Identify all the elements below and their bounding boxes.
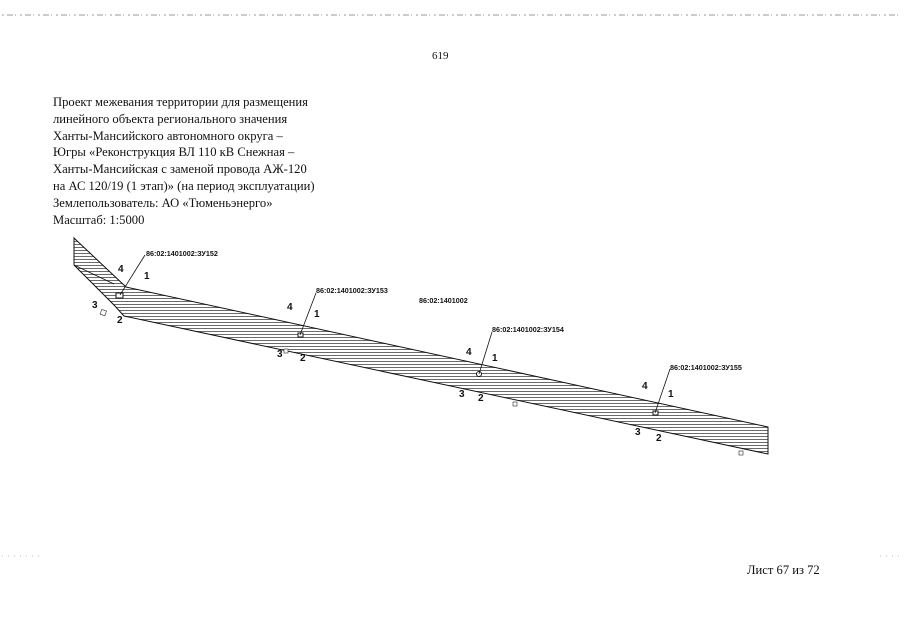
page-number: 619 [432, 50, 449, 62]
description-line: Югры «Реконструкция ВЛ 110 кВ Снежная – [53, 145, 295, 160]
corridor-strip [74, 238, 768, 454]
point-label: 1 [314, 309, 320, 320]
description-line: Проект межевания территории для размещения [53, 95, 308, 109]
point-label: 3 [277, 349, 283, 360]
point-label: 4 [642, 381, 648, 392]
land-user-line: Землепользователь: АО «Тюменьэнерго» [53, 195, 273, 210]
quarter-label: 86:02:1401002 [419, 296, 468, 305]
point-label: 4 [118, 264, 124, 275]
cadastral-label: 86:02:1401002:ЗУ153 [316, 286, 388, 295]
survey-marker [100, 309, 106, 315]
point-label: 1 [492, 353, 498, 364]
cadastral-label: 86:02:1401002:ЗУ155 [670, 363, 742, 372]
survey-marker [513, 402, 517, 406]
point-label: 3 [635, 427, 641, 438]
point-label: 4 [287, 302, 293, 313]
point-label: 4 [466, 347, 472, 358]
description-line: линейного объекта регионального значения [53, 111, 288, 126]
point-label: 1 [668, 389, 674, 400]
point-label: 2 [117, 315, 123, 326]
point-label: 1 [144, 271, 150, 282]
survey-marker [284, 349, 288, 353]
survey-marker [739, 451, 743, 455]
cadastral-label: 86:02:1401002:ЗУ154 [492, 325, 564, 334]
parcel-polygon [116, 293, 123, 298]
point-label: 2 [478, 393, 484, 404]
sheet-counter: Лист 67 из 72 [747, 563, 820, 577]
description-line: на АС 120/19 (1 этап)» (на период эксплуатации) [53, 178, 315, 193]
point-label: 2 [656, 433, 662, 444]
description-line: Ханты-Мансийского автономного округа – [53, 128, 283, 143]
description-line: Ханты-Мансийская с заменой провода АЖ-120 [53, 162, 307, 177]
point-label: 3 [459, 389, 465, 400]
point-label: 2 [300, 353, 306, 364]
point-label: 3 [92, 300, 98, 311]
scale-line: Масштаб: 1:5000 [53, 212, 145, 227]
cadastral-label: 86:02:1401002:ЗУ152 [146, 249, 218, 258]
